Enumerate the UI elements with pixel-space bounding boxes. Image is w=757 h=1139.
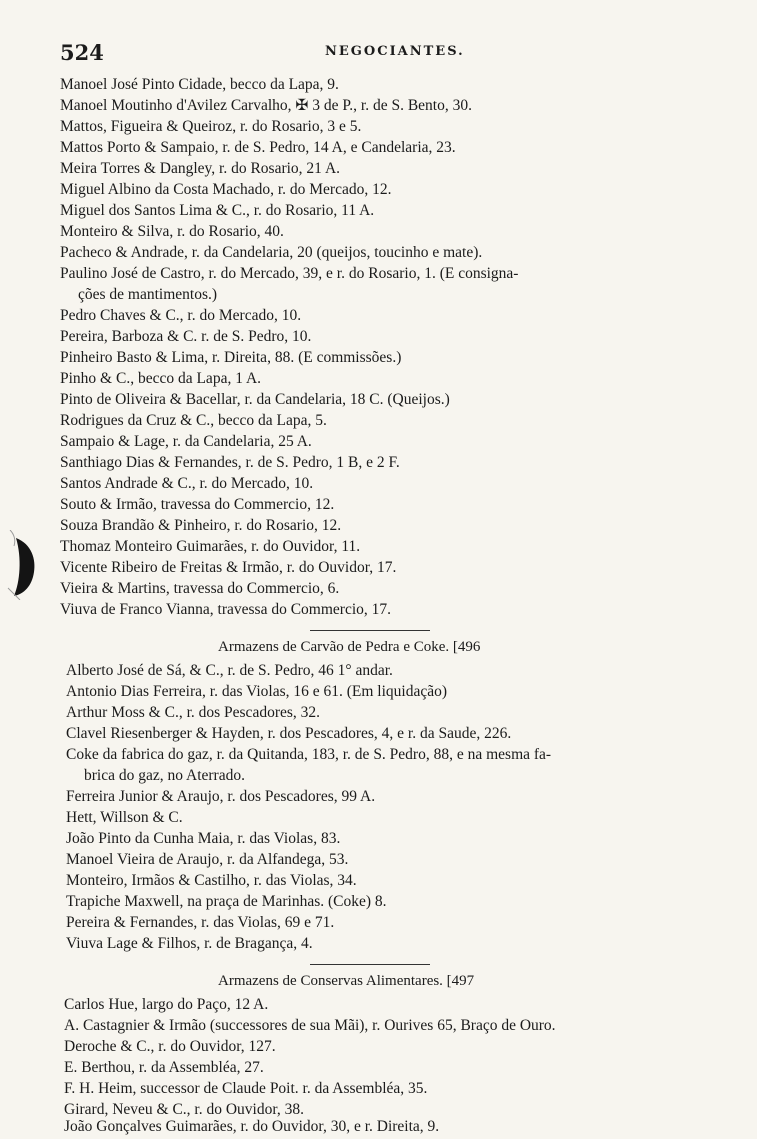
- thumb-shadow-mark: [6, 530, 44, 600]
- page-header: [60, 40, 700, 66]
- section-title: Armazens de Conservas Alimentares. [497: [218, 973, 475, 989]
- list-item: Antonio Dias Ferreira, r. das Violas, 16 e 61. (Em liquidação): [66, 683, 448, 700]
- list-item: Pinheiro Basto & Lima, r. Direita, 88. (E commissões.): [60, 349, 402, 366]
- list-item: Pereira & Fernandes, r. das Violas, 69 e 71.: [66, 914, 335, 931]
- list-item: João Pinto da Cunha Maia, r. das Violas, 83.: [66, 830, 341, 847]
- list-item: Pedro Chaves & C., r. do Mercado, 10.: [60, 307, 302, 324]
- list-item: Souza Brandão & Pinheiro, r. do Rosario, 12.: [60, 517, 342, 534]
- list-item: Alberto José de Sá, & C., r. de S. Pedro, 46 1° andar.: [66, 662, 393, 679]
- list-item: Miguel dos Santos Lima & C., r. do Rosario, 11 A.: [60, 202, 375, 219]
- list-item: Meira Torres & Dangley, r. do Rosario, 21 A.: [60, 160, 341, 177]
- list-item: E. Berthou, r. da Assembléa, 27.: [64, 1059, 264, 1076]
- list-item: Manoel Moutinho d'Avilez Carvalho, ✠ 3 de P., r. de S. Bento, 30.: [60, 97, 472, 114]
- list-item: Monteiro & Silva, r. do Rosario, 40.: [60, 223, 284, 240]
- list-item: Paulino José de Castro, r. do Mercado, 39, e r. do Rosario, 1. (E consigna-: [60, 265, 519, 282]
- list-item: João Gonçalves Guimarães, r. do Ouvidor, 30, e r. Direita, 9.: [64, 1118, 440, 1135]
- list-item: F. H. Heim, successor de Claude Poit. r. da Assembléa, 35.: [64, 1080, 428, 1097]
- list-item: Pinho & C., becco da Lapa, 1 A.: [60, 370, 262, 387]
- list-item: Souto & Irmão, travessa do Commercio, 12.: [60, 496, 335, 513]
- list-item: A. Castagnier & Irmão (successores de sua Mãi), r. Ourives 65, Braço de Ouro.: [64, 1017, 556, 1034]
- list-item: Santos Andrade & C., r. do Mercado, 10.: [60, 475, 314, 492]
- page-number: 524: [60, 40, 104, 65]
- list-item: Mattos Porto & Sampaio, r. de S. Pedro, 14 A, e Candelaria, 23.: [60, 139, 456, 156]
- list-item: Viuva Lage & Filhos, r. de Bragança, 4.: [66, 935, 313, 952]
- list-item-continuation: brica do gaz, no Aterrado.: [84, 767, 245, 784]
- list-item: Mattos, Figueira & Queiroz, r. do Rosario, 3 e 5.: [60, 118, 362, 135]
- list-item: Clavel Riesenberger & Hayden, r. dos Pescadores, 4, e r. da Saude, 226.: [66, 725, 512, 742]
- list-item: Vicente Ribeiro de Freitas & Irmão, r. do Ouvidor, 17.: [60, 559, 397, 576]
- list-item: Coke da fabrica do gaz, r. da Quitanda, 183, r. de S. Pedro, 88, e na mesma fa-: [66, 746, 552, 763]
- running-head: NEGOCIANTES.: [325, 44, 465, 59]
- list-item: Ferreira Junior & Araujo, r. dos Pescadores, 99 A.: [66, 788, 376, 805]
- section-divider: [310, 630, 430, 631]
- list-item: Manoel José Pinto Cidade, becco da Lapa, 9.: [60, 76, 339, 93]
- list-item: Santhiago Dias & Fernandes, r. de S. Pedro, 1 B, e 2 F.: [60, 454, 400, 471]
- list-item: Manoel Vieira de Araujo, r. da Alfandega, 53.: [66, 851, 349, 868]
- list-item: Sampaio & Lage, r. da Candelaria, 25 A.: [60, 433, 312, 450]
- section-divider: [310, 964, 430, 965]
- list-item: Viuva de Franco Vianna, travessa do Commercio, 17.: [60, 601, 392, 618]
- list-item: Trapiche Maxwell, na praça de Marinhas. (Coke) 8.: [66, 893, 387, 910]
- section-title: Armazens de Carvão de Pedra e Coke. [496: [218, 639, 481, 655]
- list-item: Pereira, Barboza & C. r. de S. Pedro, 10.: [60, 328, 312, 345]
- list-item: Vieira & Martins, travessa do Commercio, 6.: [60, 580, 340, 597]
- list-item: Girard, Neveu & C., r. do Ouvidor, 38.: [64, 1101, 305, 1118]
- list-item: Miguel Albino da Costa Machado, r. do Mercado, 12.: [60, 181, 392, 198]
- list-item: Rodrigues da Cruz & C., becco da Lapa, 5.: [60, 412, 327, 429]
- list-item: Pacheco & Andrade, r. da Candelaria, 20 (queijos, toucinho e mate).: [60, 244, 483, 261]
- list-item: Arthur Moss & C., r. dos Pescadores, 32.: [66, 704, 321, 721]
- list-item: Monteiro, Irmãos & Castilho, r. das Violas, 34.: [66, 872, 357, 889]
- list-item: Thomaz Monteiro Guimarães, r. do Ouvidor, 11.: [60, 538, 361, 555]
- list-item: Hett, Willson & C.: [66, 809, 183, 826]
- list-item: Carlos Hue, largo do Paço, 12 A.: [64, 996, 269, 1013]
- list-item-continuation: ções de mantimentos.): [78, 286, 218, 303]
- list-item: Deroche & C., r. do Ouvidor, 127.: [64, 1038, 276, 1055]
- list-item: Pinto de Oliveira & Bacellar, r. da Candelaria, 18 C. (Queijos.): [60, 391, 450, 408]
